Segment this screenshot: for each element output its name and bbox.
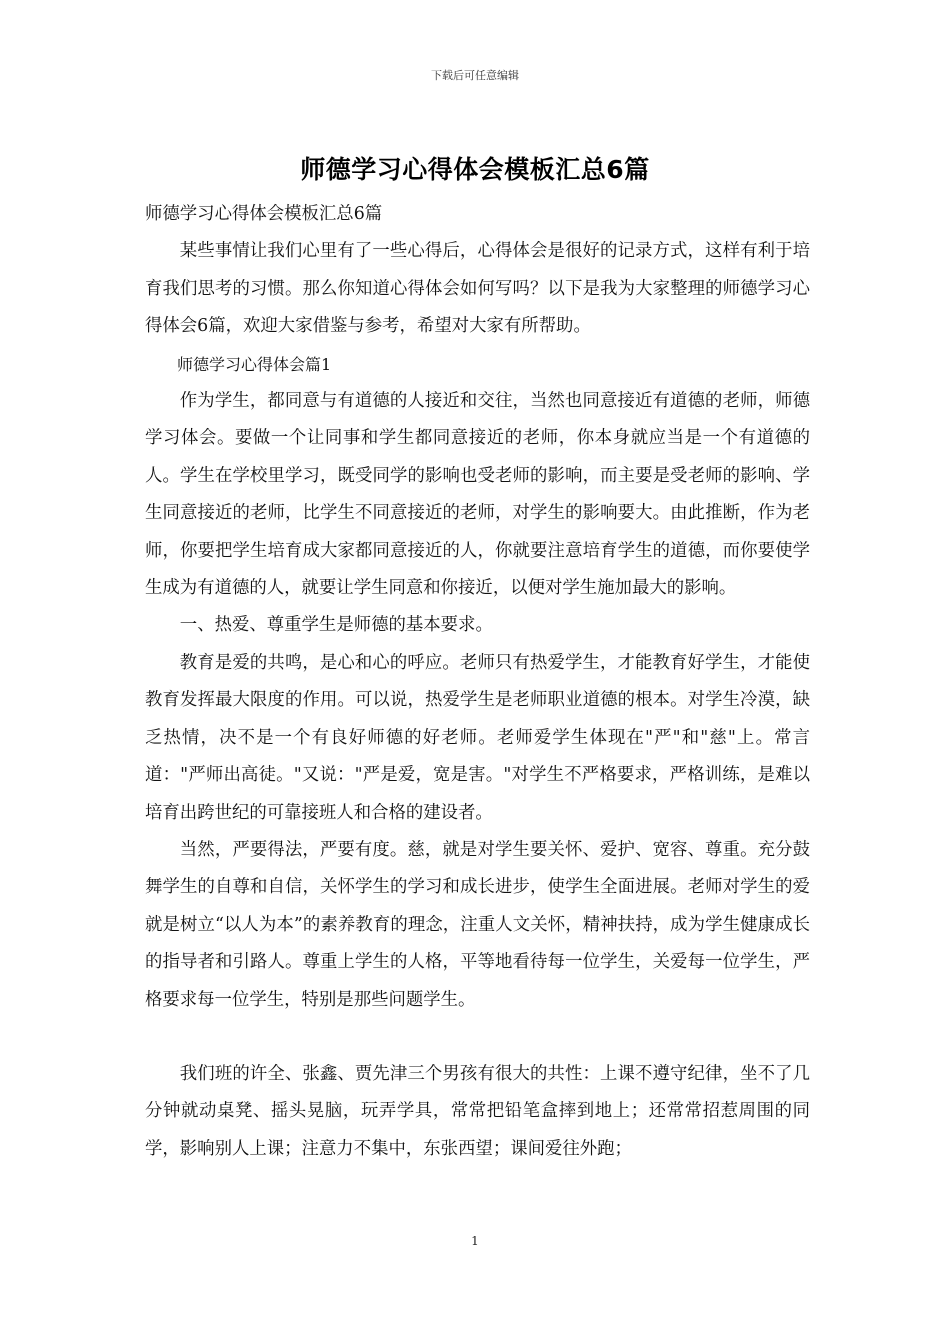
document-subtitle: 师德学习心得体会模板汇总6篇 <box>145 204 383 224</box>
page-number: 1 <box>471 1234 479 1248</box>
document-body <box>145 196 810 1168</box>
page-header-note: 下载后可任意编辑 <box>431 69 519 82</box>
body-paragraph: 当然，严要得法，严要有度。慈，就是对学生要关怀、爱护、宽容、尊重。充分鼓舞学生的自尊和自信，关怀学生的学习和成长进步，使学生全面进展。老师对学生的爱就是树立“以人为本”的素养教育的理念，注重人文关怀，精神扶持，成为学生健康成长的指导者和引路人。尊重上学生的人格，平等地看待每一位学生，关爱每一位学生，严格要求每一位学生，特别是那些问题学生。 <box>145 839 810 1010</box>
body-paragraph: 我们班的许全、张鑫、贾先津三个男孩有很大的共性：上课不遵守纪律，坐不了几分钟就动桌凳、摇头晃脑，玩弄学具，常常把铅笔盒摔到地上；还常常招惹周围的同学，影响别人上课；注意力不集中，东张西望；课间爱往外跑； <box>145 1063 810 1159</box>
document-title: 师德学习心得体会模板汇总6篇 <box>300 155 650 184</box>
subsection-heading: 一、热爱、尊重学生是师德的基本要求。 <box>179 615 493 636</box>
intro-paragraph: 某些事情让我们心里有了一些心得后，心得体会是很好的记录方式，这样有利于培育我们思考的习惯。那么你知道心得体会如何写吗？以下是我为大家整理的师德学习心得体会6篇，欢迎大家借鉴与参考，希望对大家有所帮助。 <box>145 241 810 337</box>
paragraph-spacer <box>145 1019 810 1056</box>
section-heading: 师德学习心得体会篇1 <box>177 354 332 374</box>
body-paragraph: 作为学生，都同意与有道德的人接近和交往，当然也同意接近有道德的老师，师德学习体会。要做一个让同事和学生都同意接近的老师，你本身就应当是一个有道德的人。学生在学校里学习，既受同学的影响也受老师的影响，而主要是受老师的影响、学生同意接近的老师，比学生不同意接近的老师，对学生的影响要大。由此推断，作为老师，你要把学生培育成大家都同意接近的人，你就要注意培育学生的道德，而你要使学生成为有道德的人，就要让学生同意和你接近，以便对学生施加最大的影响。 <box>145 391 810 599</box>
body-paragraph: 教育是爱的共鸣，是心和心的呼应。老师只有热爱学生，才能教育好学生，才能使教育发挥最大限度的作用。可以说，热爱学生是老师职业道德的根本。对学生冷漠，缺乏热情，决不是一个有良好师德的好老师。老师爱学生体现在"严"和"慈"上。常言道："严师出高徒。"又说："严是爱，宽是害。"对学生不严格要求，严格训练，是难以培育出跨世纪的可靠接班人和合格的建设者。 <box>145 652 810 823</box>
